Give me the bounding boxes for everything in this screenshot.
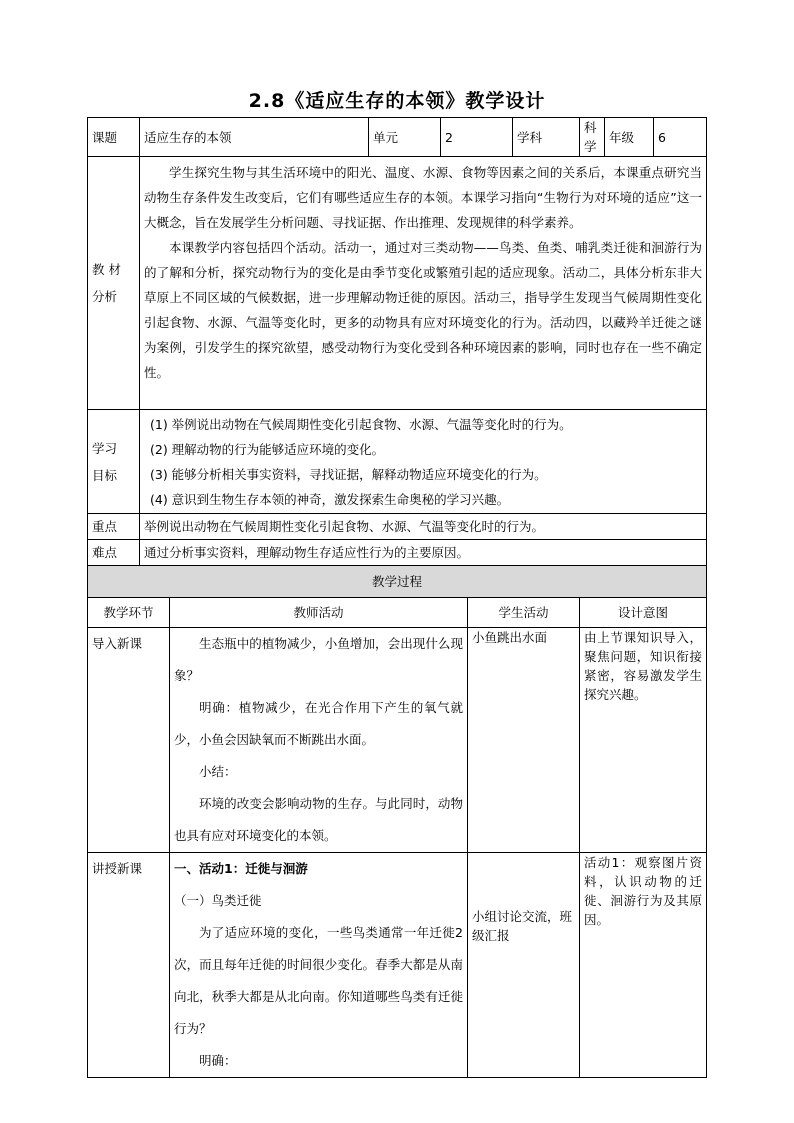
topic-label: 课题 [88, 118, 140, 157]
teacher-activity-cell [170, 628, 468, 853]
teacher-paragraph: 小结： [199, 764, 237, 779]
process-heading: 教学过程 [88, 566, 707, 598]
grade-value: 6 [654, 118, 707, 157]
key-point-label: 重点 [88, 514, 140, 540]
difficulty-label: 难点 [88, 540, 140, 566]
objective-item: (3) 能够分析相关事实资料，寻找证据，解释动物适应环境变化的行为。 [150, 467, 547, 482]
analysis-label [88, 157, 140, 410]
analysis-content [140, 157, 707, 410]
topic-value: 适应生存的本领 [140, 118, 369, 157]
process-column-header-row [88, 598, 707, 628]
column-header-stage: 教学环节 [88, 598, 170, 628]
column-header-intent: 设计意图 [580, 598, 707, 628]
objectives-label [88, 410, 140, 514]
key-point-text: 举例说出动物在气候周期性变化引起食物、水源、气温等变化时的行为。 [140, 514, 707, 540]
lesson-plan-table [87, 117, 707, 1078]
grade-label: 年级 [605, 118, 654, 157]
teacher-paragraph: 环境的改变会影响动物的生存。与此同时，动物也具有应对环境变化的本领。 [174, 796, 463, 843]
process-heading-row [88, 566, 707, 598]
objectives-label-line-2: 目标 [92, 467, 118, 483]
column-header-student: 学生活动 [468, 598, 580, 628]
process-row-new-lesson [88, 853, 707, 1078]
teacher-paragraph: 为了适应环境的变化，一些鸟类通常一年迁徙2次，而且每年迁徙的时间很少变化。春季大都是从南向北，秋季大都是从北向南。你知道哪些鸟类有迁徙行为？ [174, 925, 463, 1036]
analysis-paragraph-2: 本课教学内容包括四个活动。活动一，通过对三类动物——鸟类、鱼类、哺乳类迁徙和洄游行为的了解和分析，探究动物行为的变化是由季节变化或繁殖引起的适应现象。活动二，具体分析东非大草原上不同区域的气候数据，进一步理解动物迁徙的原因。活动三，指导学生发现当气候周期性变化引起食物、水源、气温等变化时，更多的动物具有应对环境变化的行为。活动四，以藏羚羊迁徙之谜为案例，引发学生的探究欲望，感受动物行为变化受到各种环境因素的影响，同时也存在一些不确定性。 [144, 240, 703, 380]
student-activity-cell: 小鱼跳出水面 [468, 628, 580, 853]
column-header-teacher: 教师活动 [170, 598, 468, 628]
student-activity-cell: 小组讨论交流，班级汇报 [468, 853, 580, 1078]
objective-item: (2) 理解动物的行为能够适应环境的变化。 [150, 442, 385, 457]
analysis-row [88, 157, 707, 410]
document-title: 2.8《适应生存的本领》教学设计 [248, 90, 546, 112]
activity-heading: 一、活动1：迁徙与洄游 [174, 861, 308, 876]
objectives-row [88, 410, 707, 514]
difficulty-text: 通过分析事实资料，理解动物生存适应性行为的主要原因。 [140, 540, 707, 566]
objective-item: (1) 举例说出动物在气候周期性变化引起食物、水源、气温等变化时的行为。 [150, 417, 572, 432]
design-intent-cell: 活动1：观察图片资料，认识动物的迁徙、洄游行为及其原因。 [580, 853, 707, 1078]
analysis-label-line-2: 分析 [92, 289, 118, 304]
teacher-paragraph: 明确：植物减少，在光合作用下产生的氧气就少，小鱼会因缺氧而不断跳出水面。 [174, 700, 463, 747]
objectives-content [140, 410, 707, 514]
header-row [88, 118, 707, 157]
analysis-paragraph-1: 学生探究生物与其生活环境中的阳光、温度、水源、食物等因素之间的关系后，本课重点研究当动物生存条件发生改变后，它们有哪些适应生存的本领。本课学习指向“生物行为对环境的适应”这一大概念，旨在发展学生分析问题、寻找证据、作出推理、发现规律的科学素养。 [144, 165, 703, 230]
unit-value: 2 [441, 118, 513, 157]
analysis-label-line-1: 教 材 [92, 262, 121, 277]
activity-subheading: （一）鸟类迁徙 [174, 893, 262, 908]
design-intent-cell: 由上节课知识导入，聚焦问题，知识衔接紧密，容易激发学生探究兴趣。 [580, 628, 707, 853]
objectives-label-line-1: 学习 [92, 440, 118, 456]
subject-value: 科学 [580, 118, 605, 157]
teacher-paragraph: 生态瓶中的植物减少，小鱼增加，会出现什么现象？ [174, 636, 463, 683]
process-row-intro [88, 628, 707, 853]
teacher-activity-cell [170, 853, 468, 1078]
stage-cell: 导入新课 [88, 628, 170, 853]
stage-cell: 讲授新课 [88, 853, 170, 1078]
objective-item: (4) 意识到生物生存本领的神奇，激发探索生命奥秘的学习兴趣。 [150, 492, 510, 507]
subject-label: 学科 [513, 118, 580, 157]
unit-label: 单元 [369, 118, 441, 157]
key-point-row [88, 514, 707, 540]
difficulty-row [88, 540, 707, 566]
teacher-paragraph: 明确： [199, 1053, 237, 1068]
